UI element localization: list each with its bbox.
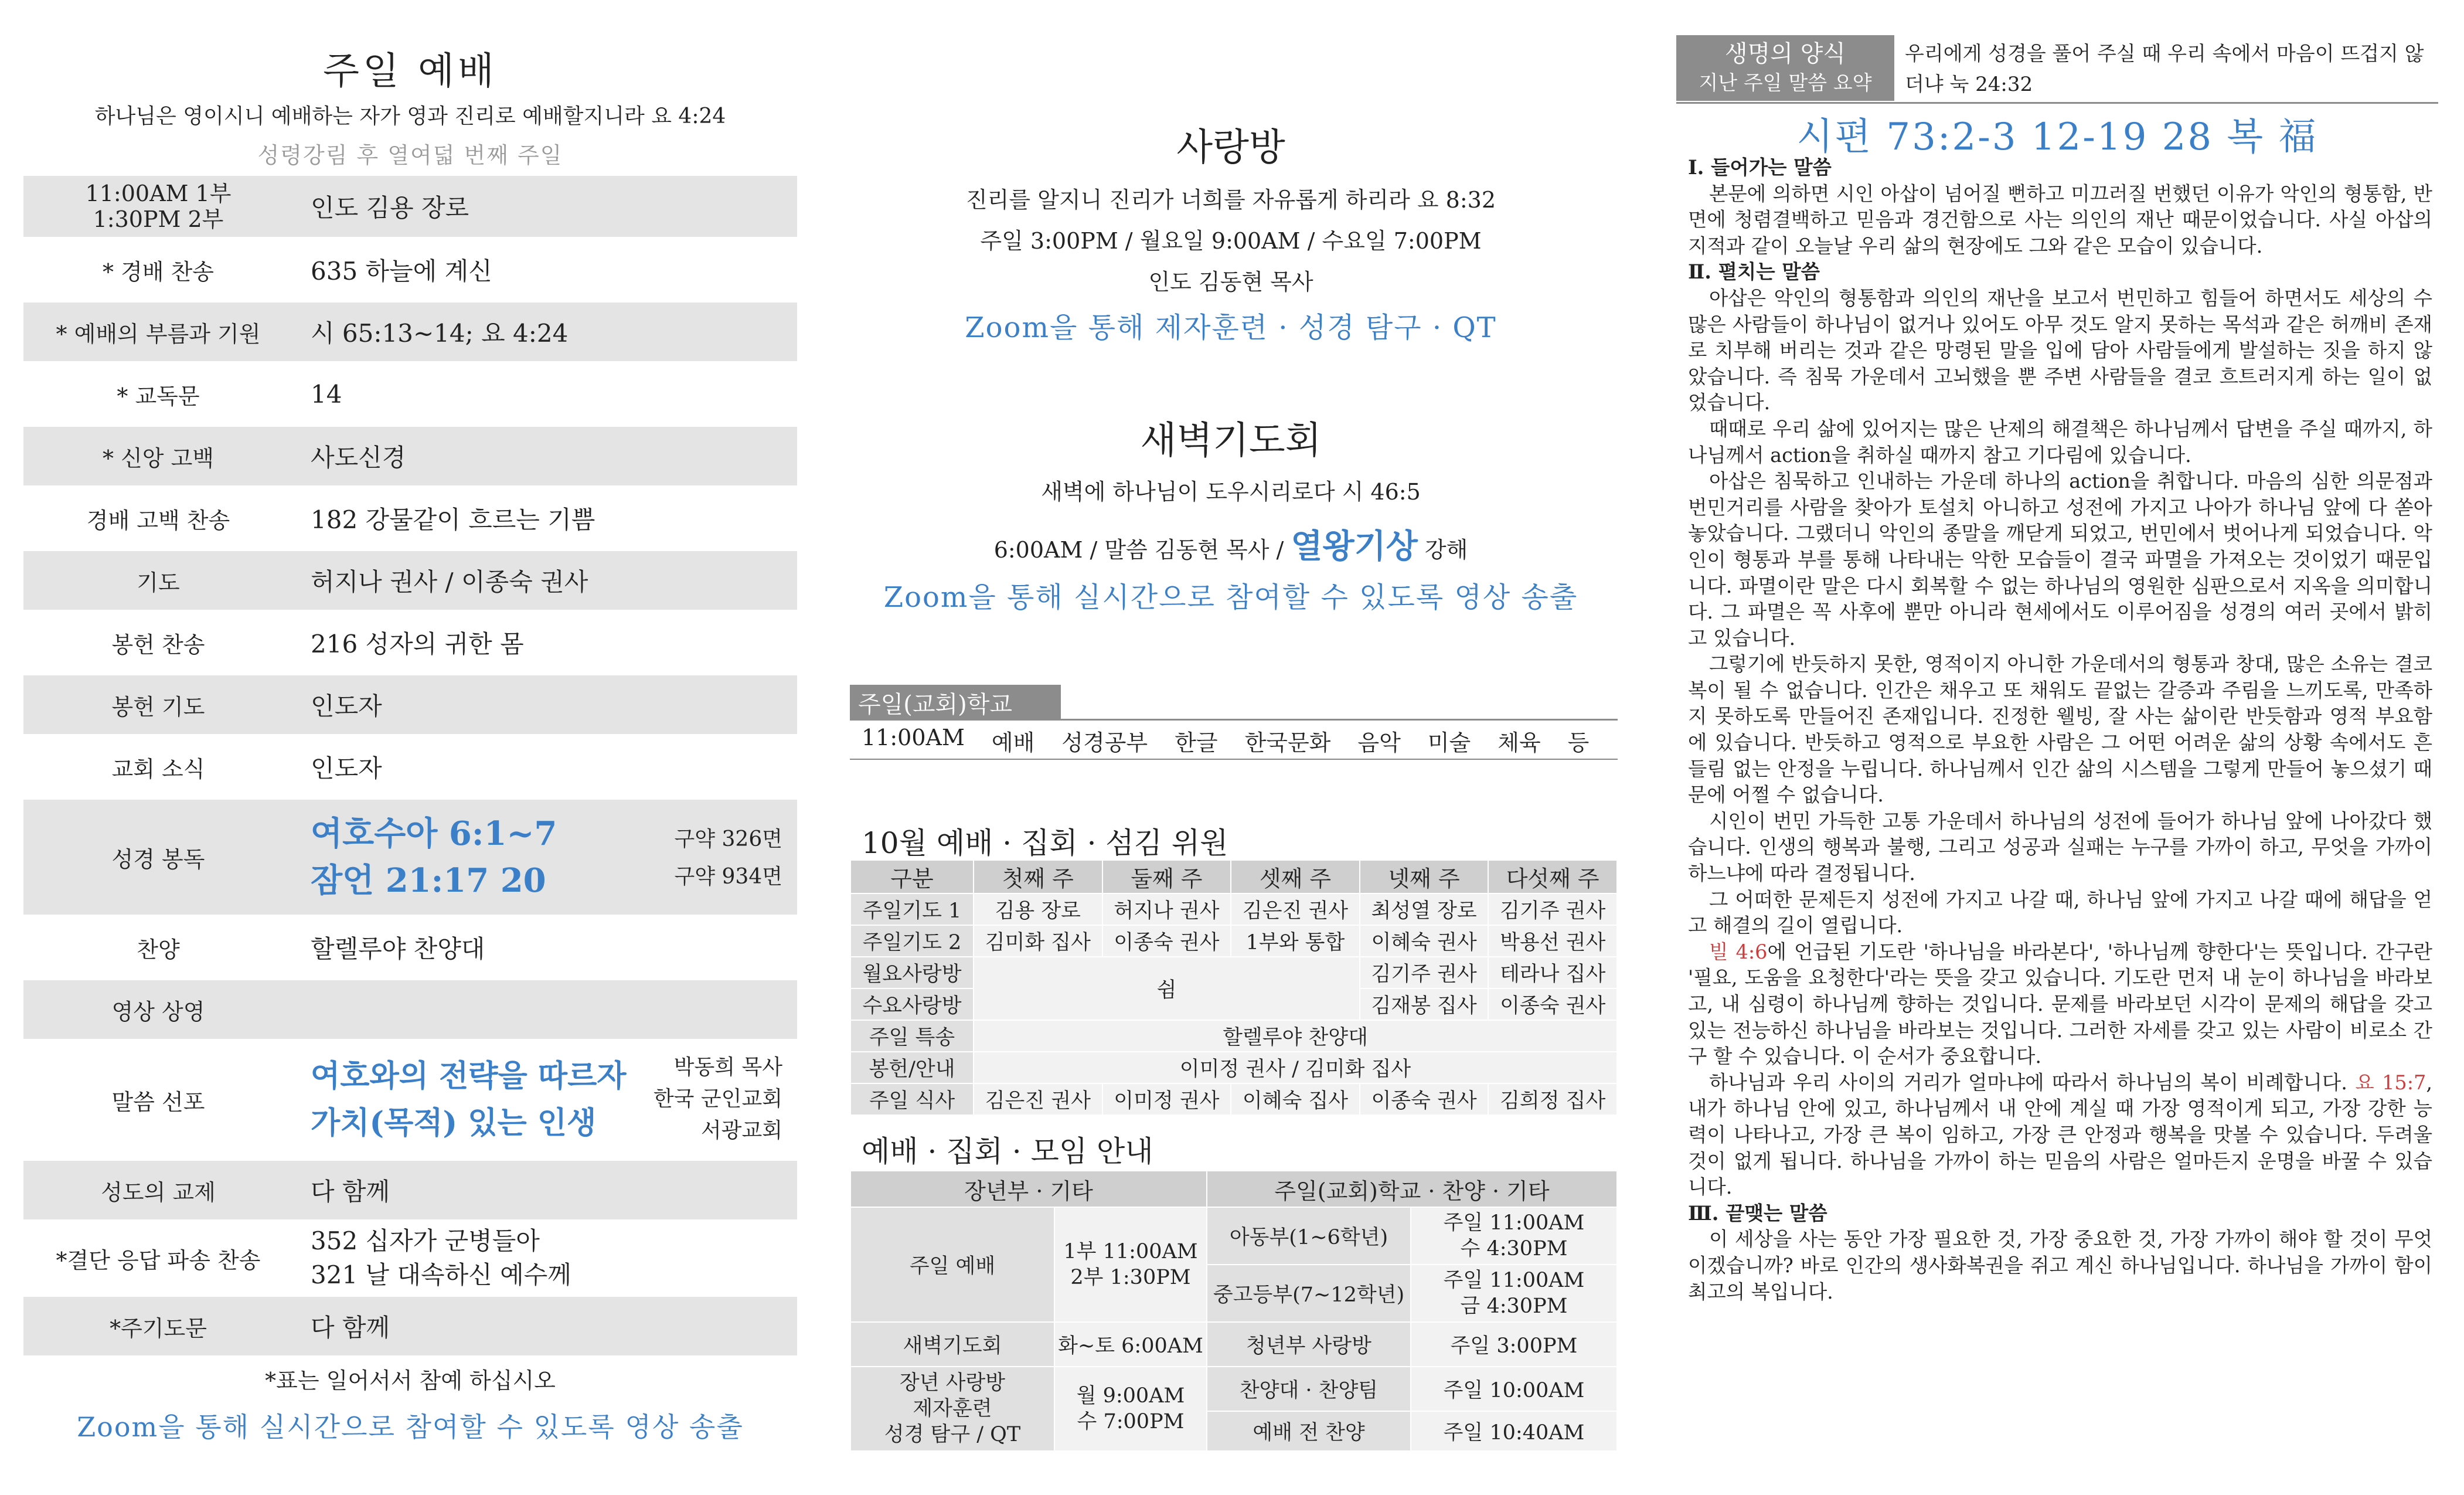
order-row — [23, 303, 797, 361]
row-header: 청년부 사랑방 — [1207, 1322, 1411, 1367]
table-row — [850, 1207, 1617, 1265]
divider — [850, 759, 1618, 760]
order-value: 시 65:13~14; 요 4:24 — [311, 319, 569, 348]
table-row — [850, 925, 1617, 957]
dawn-prayer-info — [850, 521, 1612, 568]
worship-time-2: 2부 1:30PM — [1070, 1266, 1191, 1289]
order-row — [23, 1223, 797, 1293]
bread-of-life-title: 생명의 양식 — [1725, 40, 1846, 67]
decision-hymn-2: 321 날 대속하신 예수께 — [311, 1260, 571, 1289]
column-header: 넷째 주 — [1360, 860, 1489, 893]
kids-time-1: 주일 11:00AM — [1443, 1211, 1585, 1235]
sermon-title-1: 여호와의 전략을 따르자 — [311, 1058, 627, 1094]
order-value: 사도신경 — [311, 443, 406, 472]
divider — [1676, 102, 2438, 104]
table-cell: 주일 3:00PM — [1411, 1322, 1617, 1367]
youth-time-1: 주일 11:00AM — [1443, 1269, 1585, 1292]
order-label: 말씀 선포 — [111, 1089, 205, 1115]
sermon-summary-column — [1676, 0, 2438, 1495]
column-header: 첫째 주 — [974, 860, 1102, 893]
order-label: 성도의 교제 — [101, 1179, 216, 1205]
order-value: 다 함께 — [311, 1177, 390, 1206]
order-row — [23, 365, 797, 423]
paragraph: 때때로 우리 삶에 있어지는 많은 난제의 해결책은 하나님께서 답변을 주실 때까지, 하나님께서 action을 취하실 때까지 참고 기다림에 있습니다. — [1688, 417, 2432, 467]
school-item: 한글 — [1175, 730, 1218, 756]
reading-passage-2: 잠언 21:17 20 — [311, 861, 546, 900]
table-cell: 이종숙 권사 — [1102, 925, 1231, 957]
sarang-verse: 진리를 알지니 진리가 너희를 자유롭게 하리라 요 8:32 — [965, 187, 1496, 213]
order-label: * 교독문 — [117, 383, 200, 409]
decision-hymns — [311, 1223, 797, 1293]
sermon-summary-text — [1688, 155, 2432, 1305]
adult-group-2: 제자훈련 — [913, 1397, 992, 1421]
sunday-school-items — [862, 725, 1624, 757]
order-label: 기도 — [137, 569, 180, 596]
service-time-2: 1:30PM 2부 — [93, 206, 224, 232]
table-cell: 김미화 집사 — [974, 925, 1102, 957]
order-value: 인도자 — [311, 754, 382, 783]
paragraph — [1688, 1070, 2432, 1201]
order-row — [23, 613, 797, 672]
paragraph: 시인이 번민 가득한 고통 가운데서 하나님의 성전에 들어가 하나님 앞에 나아갔다 했습니다. 인생의 행복과 불행, 그리고 성공과 실패는 누구를 가까이 하고, 무엇을 가까이 하느냐에 따라 결정됩니다. — [1688, 809, 2432, 885]
service-times — [23, 176, 293, 237]
order-row — [23, 1297, 797, 1355]
table-cell: 이혜숙 집사 — [1231, 1083, 1360, 1115]
order-value: 인도자 — [311, 692, 382, 721]
order-value: 허지나 권사 / 이종숙 권사 — [311, 568, 588, 596]
worship-time-1: 1부 11:00AM — [1063, 1240, 1198, 1263]
preacher-info — [654, 1052, 782, 1147]
column-header: 둘째 주 — [1102, 860, 1231, 893]
table-cell — [1054, 1367, 1207, 1451]
row-header: 월요사랑방 — [850, 957, 974, 988]
adult-time-2: 수 7:00PM — [1077, 1410, 1185, 1433]
row-header: 주일 특송 — [850, 1020, 974, 1052]
table-row — [850, 1322, 1617, 1367]
paragraph-text: 하나님과 우리 사이의 거리가 얼마냐에 따라서 하나님의 복이 비례합니다. — [1709, 1071, 2356, 1094]
row-header: 봉헌/안내 — [850, 1052, 974, 1083]
dawn-prayer-verse: 새벽에 하나님이 도우시리로다 시 46:5 — [1041, 479, 1421, 505]
order-row — [23, 1161, 797, 1219]
table-cell: 할렐루야 찬양대 — [974, 1020, 1617, 1052]
worship-order-column — [23, 0, 797, 1495]
section-heading: Ⅲ. 끝맺는 말씀 — [1688, 1201, 1827, 1225]
reading-pages — [675, 821, 782, 896]
order-row — [23, 489, 797, 548]
school-item: 음악 — [1357, 730, 1401, 756]
bread-of-life-subtitle: 지난 주일 말씀 요약 — [1699, 72, 1872, 95]
order-row — [23, 918, 797, 977]
row-header: 아동부(1~6학년) — [1207, 1207, 1411, 1265]
order-label: *주기도문 — [110, 1315, 207, 1341]
reading-page-2: 구약 934면 — [674, 865, 782, 889]
table-cell: 테라나 집사 — [1488, 957, 1617, 988]
order-value: 182 강물같이 흐르는 기쁨 — [311, 505, 595, 534]
sarang-zoom: Zoom을 통해 제자훈련 · 성경 탐구 · QT — [965, 311, 1497, 344]
sarang-times: 주일 3:00PM / 월요일 9:00AM / 수요일 7:00PM — [980, 228, 1482, 254]
row-header: 주일 식사 — [850, 1083, 974, 1115]
column-header: 구분 — [850, 860, 974, 893]
sermon-title-2: 가치(목적) 있는 인생 — [311, 1105, 597, 1141]
school-item: 체육 — [1498, 730, 1541, 756]
dawn-prayer-info-pre: 6:00AM / 말씀 김동현 목사 / — [993, 537, 1291, 563]
service-leader: 인도 김용 장로 — [311, 193, 469, 222]
worship-verse: 하나님은 영이시니 예배하는 자가 영과 진리로 예배할지니라 요 4:24 — [94, 104, 726, 128]
order-label: 성경 봉독 — [111, 846, 205, 872]
column-header: 장년부 · 기타 — [850, 1171, 1207, 1207]
table-header-row — [850, 860, 1617, 893]
dawn-prayer-info-post: 강해 — [1417, 537, 1468, 563]
order-row — [23, 675, 797, 734]
table-cell: 김용 장로 — [974, 893, 1102, 925]
table-cell: 이혜숙 권사 — [1360, 925, 1489, 957]
preacher-name: 박동희 목사 — [673, 1055, 782, 1079]
section-heading: Ⅱ. 펼치는 말씀 — [1688, 260, 1820, 284]
row-header — [850, 1367, 1054, 1451]
column-header: 셋째 주 — [1231, 860, 1360, 893]
order-label: 찬양 — [137, 936, 180, 963]
paragraph: 그 어떠한 문제든지 성전에 가지고 나갈 때, 하나님 앞에 가지고 나갈 때에 해답을 얻고 해결의 길이 열립니다. — [1688, 888, 2432, 937]
table-cell: 최성열 장로 — [1360, 893, 1489, 925]
order-value: 216 성자의 귀한 몸 — [311, 630, 524, 658]
row-header: 수요사랑방 — [850, 988, 974, 1020]
table-cell: 김희정 집사 — [1488, 1083, 1617, 1115]
dawn-prayer-title: 새벽기도회 — [1140, 419, 1322, 463]
kids-time-2: 수 4:30PM — [1460, 1237, 1568, 1260]
order-row-time — [23, 176, 797, 237]
order-row — [23, 427, 797, 485]
order-label: * 예배의 부름과 기원 — [56, 321, 261, 347]
table-cell: 김기주 권사 — [1360, 957, 1489, 988]
row-header: 주일 예배 — [850, 1207, 1054, 1322]
order-label: 영상 상영 — [111, 998, 205, 1025]
order-row — [23, 980, 797, 1039]
worship-title: 주일 예배 — [323, 50, 498, 93]
table-cell: 1부와 통합 — [1231, 925, 1360, 957]
paragraph: 그렇기에 반듯하지 못한, 영적이지 아니한 가운데서의 형통과 창대, 많은 소유는 결코 복이 될 수 없습니다. 인간은 채우고 또 채워도 끝없는 갈증과 주림을 느끼도록, 만족하지 못하도록 만들어진 존재입니다. 진정한 웰빙, 잘 사는 삶이란 반듯함과 영적 부요함에 있습니다. 반듯하고 영적으로 부요한 사람은 그 어떤 어려운 삶의 상황 속에서도 흔들림 없는 안정을 누립니다. 하나님께서 인간 삶의 시스템을 그렇게 만들어 놓으셨기 때문에 어쩔 수 없습니다. — [1688, 653, 2432, 807]
order-label: 봉헌 찬송 — [111, 631, 205, 658]
order-value: 14 — [311, 379, 342, 409]
order-label: 교회 소식 — [111, 756, 205, 782]
table-cell: 김은진 권사 — [1231, 893, 1360, 925]
dawn-prayer-book: 열왕기상 — [1291, 527, 1418, 566]
paragraph: 아삽은 악인의 형통함과 의인의 재난을 보고서 번민하고 힘들어 하면서도 세상의 수많은 사람들이 하나님이 없거나 있어도 아무 것도 알지 못하는 목석과 같은 허깨비 존재로 치부해 버리는 것과 같은 망령된 말을 입에 담아 사람들에게 발설하는 짓을 하지 않았습니다. 즉 침묵 가운데서 고뇌했을 뿐 주변 사람들을 결코 흐트러지게 하는 일이 없었습니다. — [1688, 286, 2432, 414]
service-time-1: 11:00AM 1부 — [85, 181, 232, 206]
order-value: 할렐루야 찬양대 — [311, 935, 485, 963]
october-roster-table — [850, 859, 1618, 1116]
preacher-affil-1: 한국 군인교회 — [653, 1087, 782, 1111]
paragraph-text: 에 언급된 기도란 '하나님을 바라본다', '하나님께 향한다'는 뜻입니다. 간구란 '필요, 도움을 요청한다'라는 뜻을 갖고 있습니다. 기도란 먼저 내 눈이 하나님을 바라보고, 내 심령이 하나님께 향하는 것입니다. 문제를 바라보던 시각이 문제의 해답을 갖고 있는 전능하신 하나님을 바라보는 것입니다. 그러한 자세를 갖고 있는 사람이 비로소 간구 할 수 있습니다. 이 순서가 중요합니다. — [1688, 940, 2432, 1068]
table-row — [850, 1083, 1617, 1115]
adult-time-1: 월 9:00AM — [1076, 1384, 1185, 1408]
table-cell — [1411, 1265, 1617, 1322]
sarang-title: 사랑방 — [1176, 126, 1285, 169]
column-header: 주일(교회)학교 · 찬양 · 기타 — [1207, 1171, 1617, 1207]
order-label: 봉헌 기도 — [111, 694, 205, 720]
table-cell: 이미정 권사 — [1102, 1083, 1231, 1115]
paragraph: 이 세상을 사는 동안 가장 필요한 것, 가장 중요한 것, 가장 가까이 해야 할 것이 무엇이겠습니까? 바로 인간의 생사화복권을 쥐고 계신 하나님입니다. 하나님을 가까이 함이 최고의 복입니다. — [1688, 1228, 2432, 1303]
order-label: * 경배 찬송 — [103, 259, 214, 285]
order-row-reading — [23, 800, 797, 915]
dawn-prayer-zoom: Zoom을 통해 실시간으로 참여할 수 있도록 영상 송출 — [883, 581, 1578, 614]
zoom-notice: Zoom을 통해 실시간으로 참여할 수 있도록 영상 송출 — [77, 1411, 744, 1443]
table-cell: 김재봉 집사 — [1360, 988, 1489, 1020]
scripture-reference: 빌 4:6 — [1709, 940, 1768, 963]
october-roster-heading: 10월 예배 · 집회 · 섬김 위원 — [862, 826, 1228, 860]
school-item: 성경공부 — [1061, 730, 1148, 756]
preacher-affil-2: 서광교회 — [700, 1119, 782, 1143]
school-item: 등 — [1567, 730, 1590, 756]
table-cell — [1054, 1207, 1207, 1322]
table-cell: 박용선 권사 — [1488, 925, 1617, 957]
table-cell: 김기주 권사 — [1488, 893, 1617, 925]
table-row — [850, 1052, 1617, 1083]
order-value: 635 하늘에 계신 — [311, 257, 492, 286]
paragraph-text: , 내가 하나님 안에 있고, 하나님께서 내 안에 계실 때 가장 영적이게 되고, 가장 강한 능력이 나타나고, 가장 큰 복이 임하고, 가장 큰 안정과 행복을 맛볼 수 있습니다. 두려울 것이 없게 됩니다. 하나님을 가까이 하는 믿음의 사람은 얼마든지 운명을 바꿀 수 있습니다. — [1688, 1071, 2432, 1199]
meeting-guide-table — [850, 1170, 1618, 1452]
sermon-reference: 시편 73:2-3 12-19 28 복 福 — [1796, 115, 2318, 159]
table-cell — [1411, 1207, 1617, 1265]
column-header: 다섯째 주 — [1488, 860, 1617, 893]
table-cell: 이종숙 권사 — [1360, 1083, 1489, 1115]
order-label: *결단 응답 파송 찬송 — [56, 1247, 261, 1273]
order-value: 다 함께 — [311, 1313, 390, 1342]
youth-time-2: 금 4:30PM — [1460, 1294, 1568, 1318]
school-item: 예배 — [991, 730, 1035, 756]
reading-page-1: 구약 326면 — [674, 827, 782, 851]
table-cell: 허지나 권사 — [1102, 893, 1231, 925]
adult-group-3: 성경 탐구 / QT — [884, 1423, 1021, 1446]
school-item: 11:00AM — [862, 725, 965, 750]
row-header: 예배 전 찬양 — [1207, 1411, 1411, 1451]
row-header: 중고등부(7~12학년) — [1207, 1265, 1411, 1322]
paragraph: 본문에 의하면 시인 아삽이 넘어질 뻔하고 미끄러질 번했던 이유가 악인의 형통함, 반면에 청렴결백하고 믿음과 경건함으로 사는 의인의 재난 때문이었습니다. 사실 아삽의 지적과 같이 오늘날 우리 삶의 현장에도 그와 같은 모습이 있습니다. — [1688, 182, 2432, 257]
school-item: 한국문화 — [1244, 730, 1331, 756]
order-row — [23, 738, 797, 796]
standing-note: *표는 일어서서 참예 하십시오 — [265, 1368, 556, 1394]
order-row — [23, 240, 797, 299]
divider — [850, 719, 1618, 721]
table-cell: 화~토 6:00AM — [1054, 1322, 1207, 1367]
table-cell: 이종숙 권사 — [1488, 988, 1617, 1020]
table-cell: 주일 10:40AM — [1411, 1411, 1617, 1451]
school-item: 미술 — [1427, 730, 1471, 756]
table-header-row — [850, 1171, 1617, 1207]
meeting-guide-heading: 예배 · 집회 · 모임 안내 — [862, 1134, 1153, 1168]
bread-of-life-tag — [1676, 35, 1894, 101]
reading-passage-1: 여호수아 6:1~7 — [311, 814, 557, 853]
meetings-column — [850, 0, 1624, 1495]
order-label: * 신앙 고백 — [103, 445, 214, 471]
row-header: 찬양대 · 찬양팀 — [1207, 1367, 1411, 1411]
table-row — [850, 957, 1617, 988]
table-cell: 주일 10:00AM — [1411, 1367, 1617, 1411]
table-cell: 이미정 권사 / 김미화 집사 — [974, 1052, 1617, 1083]
row-header: 새벽기도회 — [850, 1322, 1054, 1367]
table-row — [850, 1020, 1617, 1052]
header-quote: 우리에게 성경을 풀어 주실 때 우리 속에서 마음이 뜨겁지 않더냐 눅 24:32 — [1905, 42, 2424, 96]
scripture-reference: 요 15:7 — [2355, 1071, 2426, 1094]
worship-subtitle: 성령강림 후 열여덟 번째 주일 — [257, 142, 563, 168]
paragraph: 아삽은 침묵하고 인내하는 가운데 하나의 action을 취합니다. 마음의 심한 의문점과 번민거리를 사람을 찾아가 토설치 아니하고 성전에 가지고 나아가 하나님 앞에 다 쏟아놓았습니다. 그랬더니 악인의 종말을 깨닫게 되었고, 번민에서 벗어나게 되었습니다. 악인이 형통과 부를 통해 나타내는 악한 모습들이 결국 파멸을 가져오는 것이었기 때문입니다. 파멸이란 말은 다시 회복할 수 없는 하나님의 영원한 심판으로서 지옥을 의미합니다. 그 파멸은 꼭 사후에 뿐만 아니라 현세에서도 이루어짐을 성경의 여러 곳에서 밝히고 있습니다. — [1688, 470, 2432, 650]
sarang-pastor: 인도 김동현 목사 — [1148, 269, 1313, 295]
order-row-sermon — [23, 1042, 797, 1157]
table-cell-rest: 쉼 — [974, 957, 1360, 1020]
table-cell: 김은진 권사 — [974, 1083, 1102, 1115]
order-label: 경배 고백 찬송 — [86, 507, 230, 534]
section-heading: Ⅰ. 들어가는 말씀 — [1688, 156, 1832, 179]
table-row — [850, 1367, 1617, 1411]
decision-hymn-1: 352 십자가 군병들아 — [311, 1226, 540, 1255]
sunday-school-tag: 주일(교회)학교 — [850, 685, 1061, 720]
row-header: 주일기도 2 — [850, 925, 974, 957]
adult-group-1: 장년 사랑방 — [899, 1371, 1006, 1395]
order-row — [23, 551, 797, 610]
row-header: 주일기도 1 — [850, 893, 974, 925]
table-row — [850, 893, 1617, 925]
paragraph — [1688, 939, 2432, 1070]
